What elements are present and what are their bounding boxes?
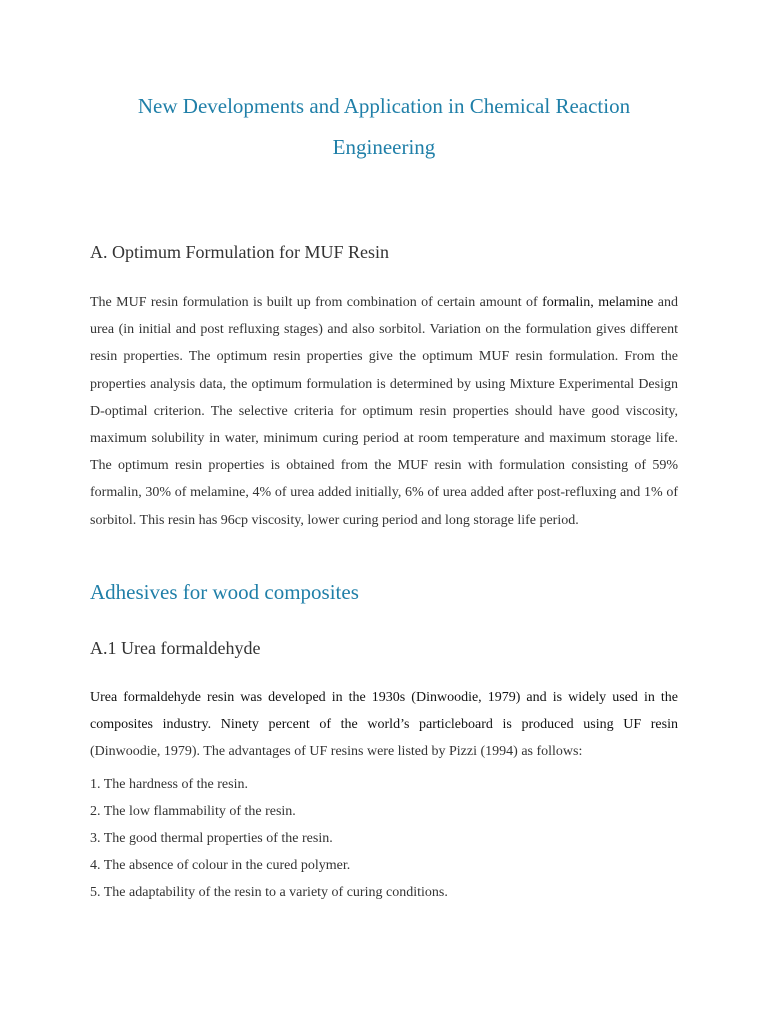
advantages-list bbox=[90, 771, 678, 906]
list-item: 4. The absence of colour in the cured polymer. bbox=[90, 858, 351, 873]
section-a1-paragraph bbox=[90, 684, 678, 766]
list-item: 2. The low flammability of the resin. bbox=[90, 804, 296, 819]
section-a1-paragraph-part1: Urea formaldehyde resin was developed in the 1930s (Dinwoodie, 1979) and is widely used in the composites industry bbox=[90, 690, 678, 733]
section-a1-paragraph-part3: (Dinwoodie, 1979). The advantages of UF resins were listed by Pizzi (1994) as follows: bbox=[90, 744, 583, 760]
section-a1-paragraph-part2: . Ninety percent of the world’s particleboard is produced using UF resin bbox=[207, 717, 678, 733]
list-item: 5. The adaptability of the resin to a variety of curing conditions. bbox=[90, 885, 448, 900]
adhesives-heading: Adhesives for wood composites bbox=[90, 580, 359, 604]
section-a-paragraph-rest: and urea (in initial and post refluxing stages) and also sorbitol. Variation on the formulation gives different resin properties. The optimum resin properties give the optimum MUF resin formulation. From the properties analysis data, the optimum formulation is determined by using Mixture Experimental Design D-optimal criterion. The selective criteria for optimum resin properties should have good viscosity, maximum solubility in water, minimum curing period at room temperature and maximum storage life. The optimum resin properties is obtained from the MUF resin with formulation consisting of 59% formalin, 30% of melamine, 4% of urea added initially, 6% of urea added after post-refluxing and 1% of sorbitol. This resin has 96cp viscosity, lower curing period and long storage life period. bbox=[90, 295, 678, 528]
section-a-paragraph-highlight: formalin, melamine bbox=[542, 295, 654, 310]
document-title: New Developments and Application in Chemical Reaction Engineering bbox=[137, 94, 631, 159]
section-a1-heading: A.1 Urea formaldehyde bbox=[90, 638, 261, 658]
list-item: 1. The hardness of the resin. bbox=[90, 777, 248, 792]
section-a-paragraph-start: The MUF resin formulation is built up from combination of certain amount of bbox=[90, 295, 543, 310]
list-item: 3. The good thermal properties of the resin. bbox=[90, 831, 333, 846]
section-a-paragraph bbox=[90, 289, 678, 534]
section-a-heading: A. Optimum Formulation for MUF Resin bbox=[90, 242, 390, 262]
